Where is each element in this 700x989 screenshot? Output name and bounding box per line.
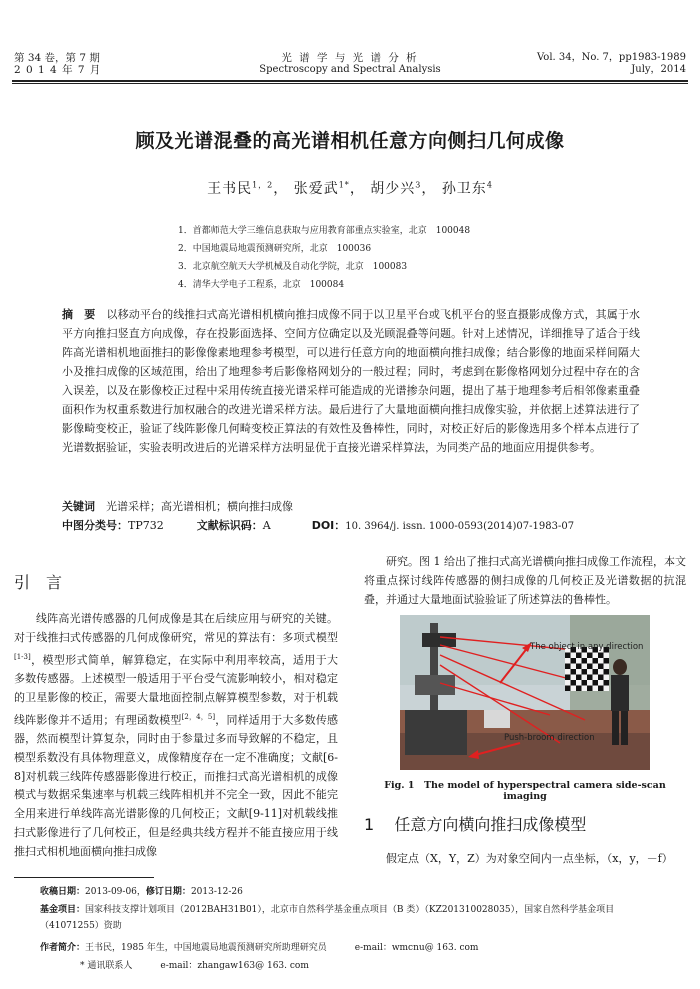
checker-cell: [571, 653, 577, 659]
clc-value: TP732: [128, 519, 164, 532]
affiliation: 4．清华大学电子工程系，北京 100084: [178, 280, 345, 290]
intro-paragraph: [14, 610, 338, 862]
revised-label: 修订日期：: [145, 887, 191, 897]
checker-cell: [587, 658, 593, 664]
affiliation: 2．中国地震局地震预测研究所，北京 100036: [178, 244, 372, 254]
checker-cell: [598, 658, 604, 664]
checker-cell: [604, 675, 610, 681]
citation-ref: [1-3]: [14, 652, 31, 661]
checker-cell: [576, 658, 582, 664]
section-title: 任意方向横向推扫成像模型: [394, 815, 587, 834]
checker-cell: [571, 669, 577, 675]
checker-cell: [571, 658, 577, 664]
checker-cell: [565, 669, 571, 675]
checker-cell: [571, 680, 577, 686]
date-en: July，2014: [631, 64, 686, 75]
doc-code-value: A: [262, 519, 271, 532]
camera-icon: [422, 633, 456, 647]
checker-cell: [593, 675, 599, 681]
author-name: 孙卫东: [441, 181, 487, 197]
person-head: [613, 659, 627, 675]
checker-cell: [593, 664, 599, 670]
footnote-author: [40, 940, 660, 956]
author-list: 王书民$^{1,2}$， 张爱武$^{1*}$， 胡少兴$^3$， 孙卫东$^4$: [207, 180, 493, 197]
checker-cell: [565, 658, 571, 664]
keywords: [62, 497, 640, 516]
author-name: 胡少兴: [370, 181, 416, 197]
intro-continuation: 研究。图 1 给出了推扫式高光谱横向推扫成像工作流程，本文将重点探讨线阵传感器的侧扫成像的几何校正及光谱数据的抗混叠，并通过大量地面试验验证了所述算法的鲁棒性。: [364, 555, 686, 606]
author-sup: 4: [486, 180, 493, 190]
header-rule-thin: [12, 83, 688, 84]
checker-cell: [604, 686, 610, 692]
checker-cell: [587, 675, 593, 681]
abstract: [62, 305, 640, 457]
doc-code-label: 文献标识码：: [196, 519, 263, 532]
citation-info: [537, 52, 686, 76]
affiliation: 1．首都师范大学三维信息获取与应用教育部重点实验室，北京 100048: [178, 226, 471, 236]
author-sup: 1*: [338, 180, 350, 190]
doi-label: DOI：: [311, 519, 346, 532]
checker-cell: [565, 653, 571, 659]
checker-cell: [582, 653, 588, 659]
figure-label-push: Push-broom direction: [504, 733, 595, 743]
revised-date: 2013-12-26: [190, 887, 243, 897]
keywords-label: 关键词: [62, 500, 95, 513]
abstract-label: 摘 要: [62, 308, 96, 321]
checker-cell: [576, 675, 582, 681]
author-bio-label: 作者简介：: [40, 943, 86, 953]
intro-text-1: 线阵高光谱传感器的几何成像是其在后续应用与研究的关键。对于线推扫式传感器的几何成像研究，常见的算法有：多项式模型: [14, 612, 338, 644]
affiliation: 3．北京航空航天大学机械及自动化学院，北京 100083: [178, 262, 408, 272]
checker-cell: [604, 680, 610, 686]
checker-cell: [598, 664, 604, 670]
checkerboard-target: [565, 647, 609, 691]
checker-cell: [582, 680, 588, 686]
journal-name-cn: 光 谱 学 与 光 谱 分 析: [281, 52, 419, 64]
corresponding-label: * 通讯联系人: [80, 961, 133, 971]
checker-cell: [582, 658, 588, 664]
issue-date: 2 0 1 4 年 7 月: [14, 64, 102, 76]
rig-cart: [405, 710, 467, 755]
intro-text-2: ，模型形式简单，解算稳定，在实际中利用率较高，适用于大多数传感器。上述模型一般适用于平台受气流影响较小，相对稳定的卫星影像的校正，需要大量地面控制点解算模型参数，对于机载线阵影像并不适用；有理函数模型: [14, 653, 338, 727]
checker-cell: [587, 653, 593, 659]
checker-cell: [587, 664, 593, 670]
checker-cell: [604, 664, 610, 670]
checker-cell: [593, 653, 599, 659]
checker-cell: [598, 675, 604, 681]
checker-cell: [565, 686, 571, 692]
checker-cell: [598, 653, 604, 659]
section1-text: 假定点（X，Y，Z）为对象空间内一点坐标，（x，y，－f）: [386, 852, 673, 865]
author-sup: 3: [415, 180, 422, 190]
figure-label-object: The object in any direction: [530, 642, 644, 652]
rig-computer: [484, 710, 510, 728]
checker-cell: [598, 686, 604, 692]
checker-cell: [582, 669, 588, 675]
section-heading-1: [364, 812, 586, 835]
checker-cell: [576, 669, 582, 675]
keywords-text: 光谱采样；高光谱相机；横向推扫成像: [106, 500, 293, 513]
checker-cell: [571, 686, 577, 692]
checker-cell: [587, 686, 593, 692]
author-name: 张爱武: [293, 181, 339, 197]
checker-cell: [582, 664, 588, 670]
checker-cell: [593, 680, 599, 686]
checker-cell: [593, 686, 599, 692]
author-email: e-mail：wmcnu@ 163. com: [354, 943, 479, 953]
checker-cell: [565, 675, 571, 681]
checker-cell: [604, 658, 610, 664]
checker-cell: [582, 686, 588, 692]
checker-cell: [604, 653, 610, 659]
header-rule: [12, 80, 688, 82]
fund-label: 基金项目：: [40, 905, 86, 915]
article-title: 顾及光谱混叠的高光谱相机任意方向侧扫几何成像: [135, 130, 565, 152]
figure-caption: Fig. 1 The model of hyperspectral camera side-scan imaging: [384, 780, 666, 802]
received-date: 2013-09-06，: [85, 887, 146, 897]
vol-pages: Vol. 34，No. 7，pp1983-1989: [537, 52, 686, 63]
checker-cell: [571, 664, 577, 670]
journal-name-en: Spectroscopy and Spectral Analysis: [259, 64, 441, 75]
checker-cell: [576, 680, 582, 686]
checker-cell: [571, 675, 577, 681]
intro-text-3: ，同样适用于大多数传感器，然而模型计算复杂，同时由于参量过多而导致解的不稳定，且模型系数没有具体物理意义，成像精度存在一定不准确度；文献[6-8]对机载三线阵传感器影像进行校正，而推扫式高光谱相机的成像模式与数据采集速率与机载三线阵相机并不完全一致，因此不能完全用来进行单线阵高光谱影像的几何校正；文献[9-11]对机载线推扫式影像进行了几何校正，但是经典共线方程并不能直接应用于线推扫式相机地面横向推扫成像: [14, 713, 339, 858]
clc-label: 中图分类号：: [62, 519, 128, 532]
checker-cell: [598, 680, 604, 686]
abstract-text: 以移动平台的线推扫式高光谱相机横向推扫成像不同于以卫星平台或飞机平台的竖直摄影成像方式，其属于水平方向推扫竖直方向成像，存在投影面选择、空间方位确定以及光顾混叠等问题。针对上述情况，详细推导了适合于线阵高光谱相机地面推扫的影像像素地理参考模型，可以进行任意方向的地面横向推扫成像；结合影像的地面采样间隔大小及推扫成像的区域范围，给出了地理参考后影像格网划分的一般过程；同时，考虑到在影像格网划分过程中存在的含入误差，以及在影像校正过程中采用传统直接光谱采样可能造成的光谱掺杂问题，提出了基于地理参考后相邻像素重叠面积作为权重系数进行加权融合的改进光谱采样方法。最后进行了大量地面横向推扫成像实验，并依据上述算法进行了影像畸变校正，验证了线阵影像几何畸变校正算法的有效性及鲁棒性，同时，对校正好后的影像选用多个样本点进行了光谱数据验证，实验表明改进后的光谱采样方法明显优于直接光谱采样算法，为同类产品的地面应用提供参考。: [62, 308, 641, 454]
checker-cell: [576, 686, 582, 692]
checker-cell: [587, 680, 593, 686]
person-body: [611, 675, 629, 711]
section-number: 1: [364, 815, 375, 834]
checker-cell: [576, 664, 582, 670]
checker-cell: [604, 669, 610, 675]
checker-cell: [565, 680, 571, 686]
corresponding-email: e-mail：zhangaw163@ 163. com: [160, 961, 309, 971]
footnote-dates: [40, 884, 660, 900]
checker-cell: [582, 675, 588, 681]
received-label: 收稿日期：: [40, 887, 86, 897]
author-sup: 1，2: [252, 180, 274, 190]
classification: [62, 516, 640, 536]
section-heading-intro: 引 言: [14, 573, 63, 592]
author-name: 王书民: [207, 181, 253, 197]
figure-photo: [400, 615, 650, 770]
citation-ref: [2，4，5]: [181, 712, 216, 721]
checker-cell: [576, 653, 582, 659]
volume-issue: 第 34 卷，第 7 期: [14, 52, 100, 64]
doi-value: 10. 3964/j. issn. 1000-0593(2014)07-1983-07: [345, 521, 575, 532]
author-bio: 王书民，1985 年生，中国地震局地震预测研究所助理研究员: [85, 943, 327, 953]
footnote-corresponding: [80, 958, 700, 974]
footnote-fund: [40, 902, 660, 934]
checker-cell: [565, 664, 571, 670]
checker-cell: [598, 669, 604, 675]
checker-cell: [593, 658, 599, 664]
footnote-rule: [14, 877, 154, 878]
checker-cell: [587, 669, 593, 675]
fund-text: 国家科技支撑计划项目（2012BAH31B01），北京市自然科学基金重点项目（B 类）（KZ201310028035），国家自然科学基金项目（41071255）资助: [40, 905, 615, 931]
checker-cell: [593, 669, 599, 675]
